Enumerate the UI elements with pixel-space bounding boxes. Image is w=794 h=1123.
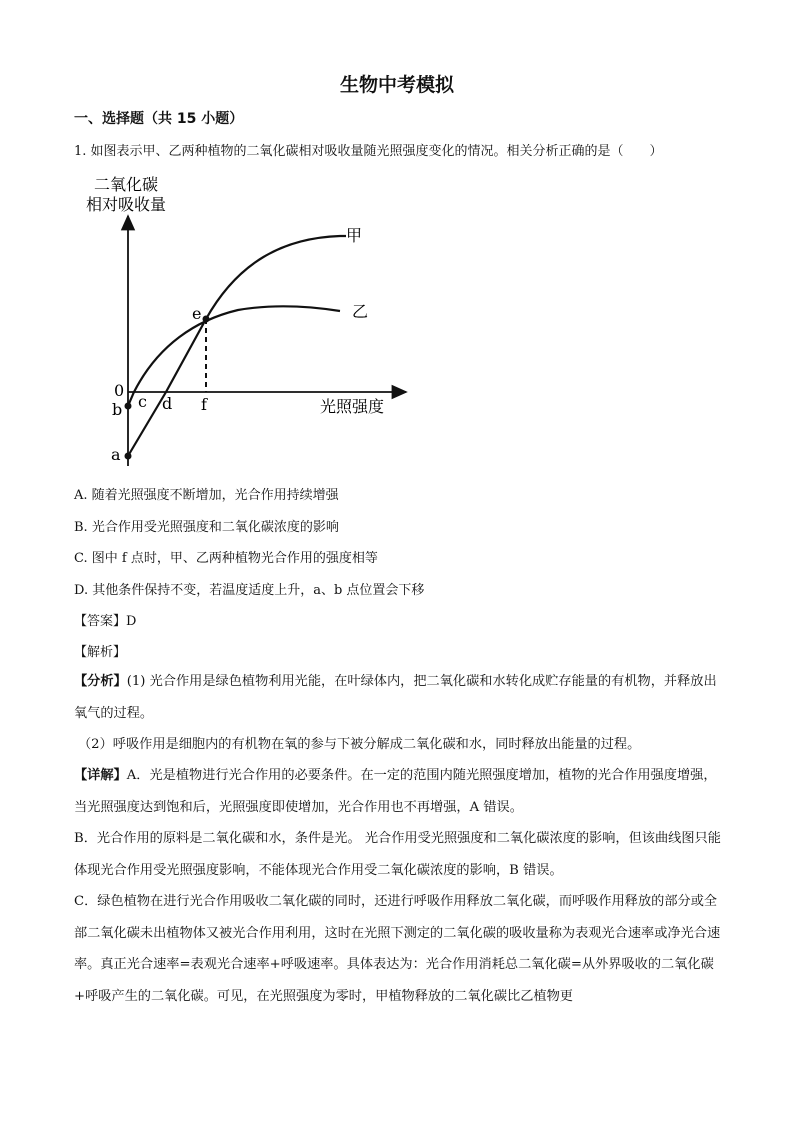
analysis-paragraph-c: C．绿色植物在进行光合作用吸收二氧化碳的同时，还进行呼吸作用释放二氧化碳，而呼吸作用释放的部分或全部二氧化碳未出植物体又被光合作用利用，这时在光照下测定的二氧化碳的吸收量称为表观光合速率或净光合速率。真正光合速率=表观光合速率+呼吸速率。具体表达为：光合作用消耗总二氧化碳=从外界吸收的二氧化碳+呼吸产生的二氧化碳。可见，在光照强度为零时，甲植物释放的二氧化碳比乙植物更 xyxy=(74,894,721,1004)
analysis-pa-text: A．光是植物进行光合作用的必要条件。在一定的范围内随光照强度增加，植物的光合作用强度增强，当光照强度达到饱和后，光照强度即使增加，光合作用也不再增强，A 错误。 xyxy=(74,768,717,815)
analysis-fenxi-tag: 【分析】 xyxy=(74,674,127,689)
analysis-paragraph-b: B．光合作用的原料是二氧化碳和水，条件是光。 光合作用受光照强度和二氧化碳浓度的影响，但该曲线图只能体现光合作用受光照强度影响，不能体现光合作用受二氧化碳浓度的影响，B 错误。 xyxy=(74,831,721,878)
option-b: B. 光合作用受光照强度和二氧化碳浓度的影响 xyxy=(74,520,339,535)
answer-value: D xyxy=(126,614,137,629)
question-stem: 1. 如图表示甲、乙两种植物的二氧化碳相对吸收量随光照强度变化的情况。相关分析正确的是（ ） xyxy=(74,144,663,159)
analysis-tag: 【解析】 xyxy=(74,645,127,660)
label-f: f xyxy=(201,395,207,414)
page-title: 生物中考模拟 xyxy=(339,74,454,96)
answer-line xyxy=(74,610,136,629)
label-e: e xyxy=(192,304,202,323)
option-d: D. 其他条件保持不变，若温度适度上升，a、b 点位置会下移 xyxy=(74,583,425,598)
option-a: A. 随着光照强度不断增加，光合作用持续增强 xyxy=(74,488,339,503)
curve-jia xyxy=(128,236,346,456)
analysis-paragraph-1 xyxy=(74,666,724,729)
origin-label: 0 xyxy=(114,381,125,400)
light-co2-graph xyxy=(78,170,408,475)
point-b xyxy=(125,403,132,410)
curve-jia-label: 甲 xyxy=(346,226,363,245)
analysis-paragraph-2: （2）呼吸作用是细胞内的有机物在氧的参与下被分解成二氧化碳和水，同时释放出能量的过程。 xyxy=(78,737,641,752)
label-d: d xyxy=(162,394,173,413)
section-heading: 一、选择题（共 15 小题） xyxy=(74,111,244,127)
analysis-paragraph-a xyxy=(74,760,724,823)
label-b: b xyxy=(112,400,123,419)
answer-tag: 【答案】 xyxy=(74,614,127,629)
curve-yi-label: 乙 xyxy=(352,302,369,321)
label-a: a xyxy=(111,445,121,464)
y-axis-label-line2: 相对吸收量 xyxy=(86,195,167,214)
analysis-p1-text: (1) 光合作用是绿色植物利用光能，在叶绿体内，把二氧化碳和水转化成贮存能量的有机物，并释放出氧气的过程。 xyxy=(74,674,717,721)
option-c: C. 图中 f 点时，甲、乙两种植物光合作用的强度相等 xyxy=(74,551,378,566)
point-e xyxy=(203,316,210,323)
x-axis-label: 光照强度 xyxy=(320,397,385,416)
curve-yi xyxy=(128,306,340,406)
y-axis-label-line1: 二氧化碳 xyxy=(94,175,159,194)
point-a xyxy=(125,453,132,460)
analysis-xiangjie-tag: 【详解】 xyxy=(74,768,127,783)
label-c: c xyxy=(138,392,147,411)
